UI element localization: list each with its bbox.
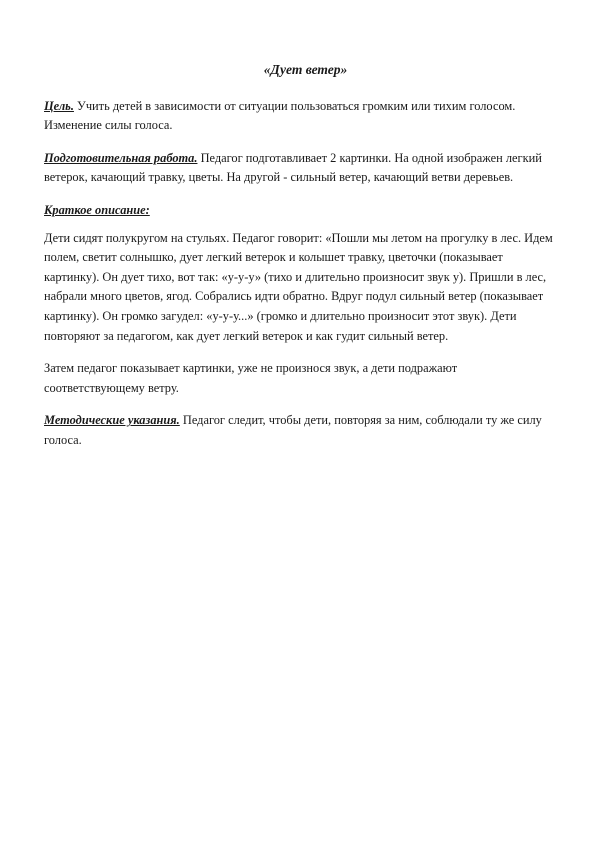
goal-label: Цель. [44, 98, 74, 113]
guidelines-text: Педагог следит, чтобы дети, повторяя за ним, соблюдали ту же силу голоса. [44, 413, 542, 447]
description-heading [44, 201, 559, 221]
guidelines-label: Методические указания. [44, 413, 180, 428]
description-paragraph-1: Дети сидят полукругом на стульях. Педагог говорит: «Пошли мы летом на прогулку в лес. Идем полем, светит солнышко, дует легкий ветерок и колышет травку, цветочки (показывает картинку). Он дует тихо, вот так: «у-у-у» (тихо и длительно произносит звук у). Пришли в лес, набрали много цветов, ягод. Собрались идти обратно. Вдруг подул сильный ветер (показывает картинку). Он громко загудел: «у-у-у...» (громко и длительно произносит этот звук). Дети повторяют за педагогом, как дует легкий ветерок и как гудит сильный ветер. [44, 230, 553, 343]
goal-paragraph [44, 97, 559, 136]
document-page [44, 60, 559, 464]
goal-text: Учить детей в зависимости от ситуации пользоваться громким или тихим голосом. Изменение силы голоса. [44, 98, 516, 133]
description-label: Краткое описание: [44, 202, 150, 217]
description-paragraph-2: Затем педагог показывает картинки, уже не произнося звук, а дети подражают соответствующему ветру. [44, 361, 458, 395]
preparation-label: Подготовительная работа. [44, 150, 198, 165]
preparation-paragraph [44, 149, 559, 188]
guidelines-paragraph [44, 411, 559, 450]
document-title: «Дует ветер» [263, 62, 348, 77]
preparation-text: Педагог подготавливает 2 картинки. На одной изображен легкий ветерок, качающий травку, цветы. На другой - сильный ветер, качающий ветви деревьев. [44, 150, 542, 185]
